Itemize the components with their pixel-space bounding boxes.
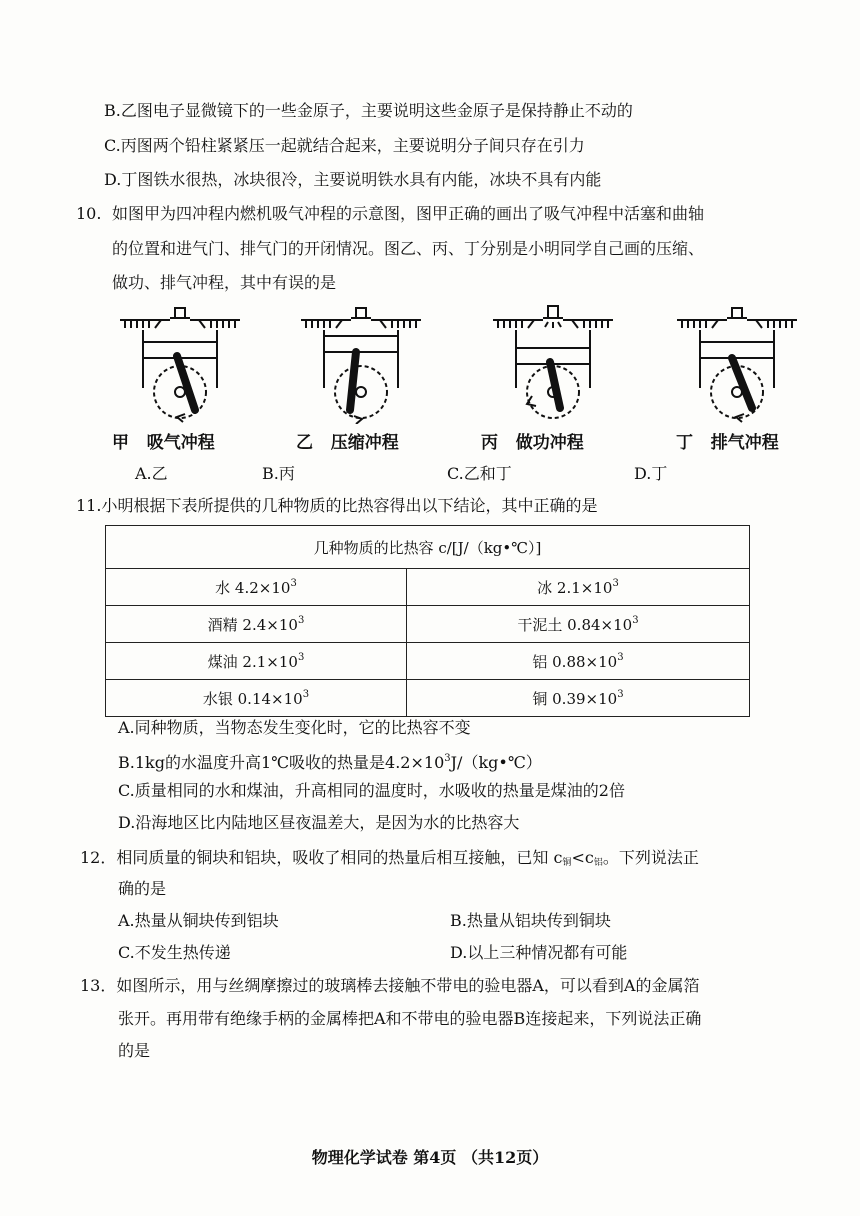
substance-value: 0.39×10 xyxy=(552,689,618,708)
q9-option-d: D.丁图铁水很热，冰块很冷，主要说明铁水具有内能，冰块不具有内能 xyxy=(104,170,602,189)
table-cell xyxy=(406,643,749,680)
substance-name: 酒精 xyxy=(207,615,238,634)
q11-option-b xyxy=(118,748,542,774)
value-exponent: 3 xyxy=(297,614,305,626)
substance-name: 铜 xyxy=(532,689,548,708)
q11-option-a: A.同种物质，当物态发生变化时，它的比热容不变 xyxy=(118,718,471,737)
substance-value: 2.1×10 xyxy=(242,652,298,671)
q11-option-b-unit: J/（kg•℃） xyxy=(450,753,542,772)
caption-jia xyxy=(112,428,215,453)
substance-name: 水银 xyxy=(202,689,233,708)
q12-option-d: D.以上三种情况都有可能 xyxy=(450,943,628,962)
q12-option-b: B.热量从铝块传到铜块 xyxy=(450,911,611,930)
q10-stem-line1: 如图甲为四冲程内燃机吸气冲程的示意图，图甲正确的画出了吸气冲程中活塞和曲轴 xyxy=(112,204,705,223)
substance-value: 0.84×10 xyxy=(567,615,633,634)
caption-bing-label: 丙 xyxy=(481,433,498,453)
q12-sub-copper: 铜 xyxy=(562,858,572,868)
caption-bing-name: 做功冲程 xyxy=(515,433,584,453)
table-cell xyxy=(406,569,749,606)
specific-heat-table xyxy=(105,525,750,717)
q11-stem: 11.小明根据下表所提供的几种物质的比热容得出以下结论，其中正确的是 xyxy=(76,496,598,515)
q12-stem-text: 12．相同质量的铜块和铝块，吸收了相同的热量后相互接触，已知 c xyxy=(80,848,563,867)
value-exponent: 3 xyxy=(297,651,305,663)
substance-value: 0.14×10 xyxy=(237,689,303,708)
table-row xyxy=(106,569,750,606)
table-cell xyxy=(106,680,407,717)
caption-ding xyxy=(676,428,779,453)
substance-value: 0.88×10 xyxy=(552,652,618,671)
caption-bing xyxy=(481,428,584,453)
value-exponent: 3 xyxy=(290,577,297,589)
q10-option-a: A.乙 xyxy=(135,464,168,483)
caption-yi-name: 压缩冲程 xyxy=(330,433,399,453)
table-cell xyxy=(406,680,749,717)
substance-name: 煤油 xyxy=(207,652,238,671)
caption-ding-label: 丁 xyxy=(676,433,693,453)
substance-value: 2.4×10 xyxy=(242,615,298,634)
q13-stem-line3: 的是 xyxy=(118,1041,151,1060)
substance-name: 铝 xyxy=(532,652,548,671)
value-exponent: 3 xyxy=(612,577,619,589)
q11-option-d: D.沿海地区比内陆地区昼夜温差大，是因为水的比热容大 xyxy=(118,813,520,832)
table-cell xyxy=(406,606,749,643)
engine-figure-jia xyxy=(115,300,245,424)
q10-option-d: D.丁 xyxy=(634,464,668,483)
q12-stem-line2: 确的是 xyxy=(118,879,167,898)
table-row xyxy=(106,643,750,680)
table-title: 几种物质的比热容 c/[J/（kg•℃）] xyxy=(106,526,750,569)
q12-stem-tail: 。下列说法正 xyxy=(602,848,699,867)
caption-ding-name: 排气冲程 xyxy=(710,433,779,453)
value-exponent: 3 xyxy=(617,651,624,663)
q9-option-c: C.丙图两个铅柱紧紧压一起就结合起来，主要说明分子间只存在引力 xyxy=(104,136,585,155)
q12-less-than: <c xyxy=(571,848,594,867)
caption-yi xyxy=(296,428,399,453)
caption-jia-label: 甲 xyxy=(112,433,129,453)
engine-figure-yi xyxy=(296,300,426,424)
engine-figure-bing xyxy=(488,300,618,424)
table-cell xyxy=(106,643,407,680)
q12-option-c: C.不发生热传递 xyxy=(118,943,231,962)
value-exponent: 3 xyxy=(302,688,310,700)
table-row xyxy=(106,680,750,717)
caption-yi-label: 乙 xyxy=(296,433,313,453)
substance-name: 水 xyxy=(215,578,231,597)
substance-value: 4.2×10 xyxy=(234,578,291,597)
q12-sub-aluminum: 铝 xyxy=(593,858,603,868)
q10-stem-line3: 做功、排气冲程，其中有误的是 xyxy=(112,273,337,292)
q10-option-b: B.丙 xyxy=(262,464,295,483)
q12-option-a: A.热量从铜块传到铝块 xyxy=(118,911,279,930)
value-exponent: 3 xyxy=(617,688,624,700)
value-exponent: 3 xyxy=(632,614,639,626)
substance-name: 干泥土 xyxy=(517,615,563,634)
engine-intake-diagram xyxy=(115,300,245,424)
q11-option-c: C.质量相同的水和煤油，升高相同的温度时，水吸收的热量是煤油的2倍 xyxy=(118,781,625,800)
q10-option-c: C.乙和丁 xyxy=(447,464,512,483)
engine-figure-ding xyxy=(672,300,802,424)
q11-option-b-exponent: 3 xyxy=(444,753,451,764)
engine-exhaust-diagram xyxy=(672,300,802,424)
substance-name: 冰 xyxy=(537,578,553,597)
table-cell xyxy=(106,606,407,643)
engine-compression-diagram xyxy=(296,300,426,424)
q13-stem-line2: 张开。再用带有绝缘手柄的金属棒把A和不带电的验电器B连接起来，下列说法正确 xyxy=(118,1009,702,1028)
q10-number: 10. xyxy=(76,204,102,223)
q10-stem-line2: 的位置和进气门、排气门的开闭情况。图乙、丙、丁分别是小明同学自己画的压缩、 xyxy=(112,239,705,258)
table-cell xyxy=(106,569,407,606)
q9-option-b: B.乙图电子显微镜下的一些金原子，主要说明这些金原子是保持静止不动的 xyxy=(104,101,633,120)
q12-stem-line1 xyxy=(80,847,699,874)
q11-option-b-text: B.1kg的水温度升高1℃吸收的热量是4.2×10 xyxy=(118,753,445,772)
page-footer: 物理化学试卷 第4页 （共12页） xyxy=(311,1148,549,1167)
engine-power-diagram xyxy=(488,300,618,424)
table-row xyxy=(106,606,750,643)
caption-jia-name: 吸气冲程 xyxy=(146,433,215,453)
substance-value: 2.1×10 xyxy=(556,578,613,597)
q13-stem-line1: 13．如图所示，用与丝绸摩擦过的玻璃棒去接触不带电的验电器A，可以看到A的金属箔 xyxy=(80,976,700,995)
